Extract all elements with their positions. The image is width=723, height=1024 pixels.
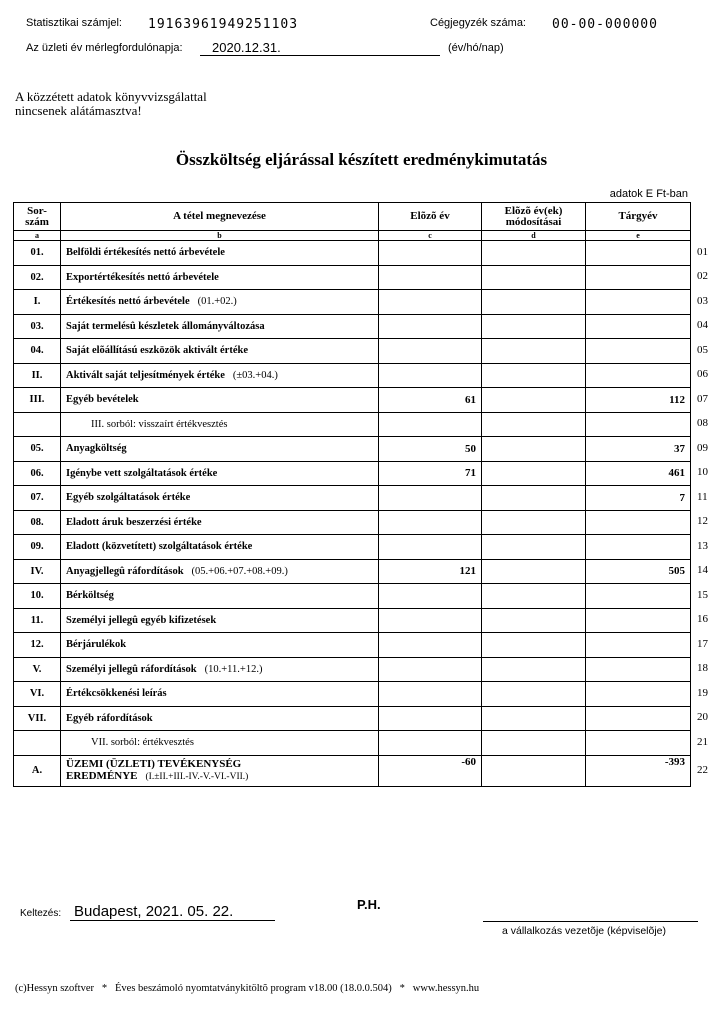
table-header-row bbox=[14, 203, 691, 231]
line-number: 15 bbox=[697, 588, 708, 601]
footer-credit: (c)Hessyn szoftver * Éves beszámoló nyomtatványkitöltõ program v18.00 (18.0.0.504) * www.hessyn.hu bbox=[15, 983, 480, 994]
row-value-prev bbox=[379, 363, 482, 388]
line-number: 04 bbox=[697, 319, 708, 332]
row-name-cell bbox=[61, 412, 379, 437]
table-row bbox=[14, 290, 691, 315]
row-name-cell bbox=[61, 584, 379, 609]
row-name-cell bbox=[61, 657, 379, 682]
row-name-cell bbox=[61, 388, 379, 413]
table-letter-row bbox=[14, 231, 691, 241]
row-name: Egyéb ráfordítások bbox=[66, 712, 153, 724]
line-number: 13 bbox=[697, 539, 708, 552]
table-row bbox=[14, 339, 691, 364]
row-name: Anyagköltség bbox=[66, 443, 127, 455]
merleg-label: Az üzleti év mérlegfordulónapja: bbox=[26, 42, 183, 54]
row-name-cell bbox=[61, 437, 379, 462]
row-sor: 02. bbox=[14, 265, 61, 290]
row-value-prev bbox=[379, 633, 482, 658]
row-value-mod bbox=[482, 388, 586, 413]
row-value-mod bbox=[482, 608, 586, 633]
row-name: ÜZEMI (ÜZLETI) TEVÉKENYSÉG bbox=[66, 758, 242, 770]
row-value-prev bbox=[379, 265, 482, 290]
row-value-cur bbox=[586, 535, 691, 560]
row-sor: IV. bbox=[14, 559, 61, 584]
row-sor: III. bbox=[14, 388, 61, 413]
col-letter-c: c bbox=[379, 231, 482, 241]
row-sor: VII. bbox=[14, 706, 61, 731]
table-row bbox=[14, 510, 691, 535]
row-name: Anyagjellegû ráfordítások bbox=[66, 565, 184, 577]
row-sor: 11. bbox=[14, 608, 61, 633]
row-sor: 04. bbox=[14, 339, 61, 364]
row-value-prev: 50 bbox=[379, 437, 482, 462]
row-value-mod bbox=[482, 290, 586, 315]
line-number: 18 bbox=[697, 662, 708, 675]
row-sor: A. bbox=[14, 755, 61, 786]
table-row bbox=[14, 486, 691, 511]
row-name-cell bbox=[61, 290, 379, 315]
row-value-prev bbox=[379, 608, 482, 633]
table-row bbox=[14, 412, 691, 437]
row-name-cell bbox=[61, 706, 379, 731]
row-value-prev bbox=[379, 510, 482, 535]
merleg-value: 2020.12.31. bbox=[200, 40, 440, 56]
row-name-cell bbox=[61, 559, 379, 584]
row-sor: 09. bbox=[14, 535, 61, 560]
table-row bbox=[14, 633, 691, 658]
row-value-cur bbox=[586, 682, 691, 707]
signature-label: a vállalkozás vezetõje (képviselõje) bbox=[502, 925, 666, 937]
line-number: 21 bbox=[697, 735, 708, 748]
row-value-cur: 112 bbox=[586, 388, 691, 413]
row-value-cur bbox=[586, 633, 691, 658]
table-row bbox=[14, 265, 691, 290]
row-value-mod bbox=[482, 559, 586, 584]
row-name-cell bbox=[61, 535, 379, 560]
table-row bbox=[14, 559, 691, 584]
line-number: 20 bbox=[697, 711, 708, 724]
row-name-cell bbox=[61, 633, 379, 658]
row-value-cur: 505 bbox=[586, 559, 691, 584]
line-number: 05 bbox=[697, 343, 708, 356]
row-formula: (10.+11.+12.) bbox=[204, 663, 263, 675]
line-number: 02 bbox=[697, 270, 708, 283]
row-name: III. sorból: visszaírt értékvesztés bbox=[91, 418, 228, 430]
row-name-cell bbox=[61, 682, 379, 707]
row-value-cur bbox=[586, 510, 691, 535]
row-name-cell bbox=[61, 339, 379, 364]
signature-line bbox=[483, 921, 698, 922]
row-value-mod bbox=[482, 314, 586, 339]
ph-label: P.H. bbox=[357, 897, 381, 912]
row-sor: 05. bbox=[14, 437, 61, 462]
col-header-prev: Elõzõ év bbox=[379, 203, 482, 231]
line-number: 08 bbox=[697, 417, 708, 430]
row-sor: 12. bbox=[14, 633, 61, 658]
table-row bbox=[14, 535, 691, 560]
row-value-mod bbox=[482, 363, 586, 388]
col-letter-d: d bbox=[482, 231, 586, 241]
row-sor bbox=[14, 412, 61, 437]
row-value-cur: -393 bbox=[586, 755, 691, 786]
row-name-cell bbox=[61, 241, 379, 266]
row-name-cell bbox=[61, 363, 379, 388]
row-name: Személyi jellegû ráfordítások bbox=[66, 663, 197, 675]
row-name: Bérjárulékok bbox=[66, 639, 127, 651]
line-number: 09 bbox=[697, 441, 708, 454]
row-value-prev bbox=[379, 486, 482, 511]
row-value-mod bbox=[482, 486, 586, 511]
table-row bbox=[14, 657, 691, 682]
unit-label: adatok E Ft-ban bbox=[609, 188, 688, 200]
row-name: Értékesítés nettó árbevétele bbox=[66, 296, 190, 308]
row-value-prev bbox=[379, 657, 482, 682]
row-name: Eladott áruk beszerzési értéke bbox=[66, 516, 202, 528]
col-letter-e: e bbox=[586, 231, 691, 241]
line-number: 12 bbox=[697, 515, 708, 528]
row-value-mod bbox=[482, 437, 586, 462]
col-header-cur: Tárgyév bbox=[586, 203, 691, 231]
row-value-prev bbox=[379, 412, 482, 437]
line-number: 17 bbox=[697, 637, 708, 650]
row-value-cur: 461 bbox=[586, 461, 691, 486]
row-sor: 07. bbox=[14, 486, 61, 511]
table-row bbox=[14, 363, 691, 388]
row-name: Értékcsökkenési leírás bbox=[66, 688, 167, 700]
col-header-mod: Elõzõ év(ek) módosításai bbox=[482, 203, 586, 231]
row-value-prev bbox=[379, 682, 482, 707]
row-name-cell bbox=[61, 461, 379, 486]
row-name: Saját termelésû készletek állományváltozása bbox=[66, 320, 265, 332]
line-number: 01 bbox=[697, 245, 708, 258]
row-value-cur bbox=[586, 290, 691, 315]
col-letter-a: a bbox=[14, 231, 61, 241]
row-name: Saját elõállítású eszközök aktivált értéke bbox=[66, 345, 248, 357]
row-formula: (01.+02.) bbox=[197, 296, 237, 308]
row-value-cur bbox=[586, 241, 691, 266]
line-number: 10 bbox=[697, 466, 708, 479]
cegj-value: 00-00-000000 bbox=[552, 17, 658, 32]
stat-value: 19163961949251103 bbox=[148, 17, 299, 32]
table-row bbox=[14, 437, 691, 462]
row-name-cell bbox=[61, 265, 379, 290]
row-value-mod bbox=[482, 510, 586, 535]
row-value-cur bbox=[586, 412, 691, 437]
table-row bbox=[14, 388, 691, 413]
row-value-mod bbox=[482, 731, 586, 756]
cegj-label: Cégjegyzék száma: bbox=[430, 17, 526, 29]
page-title: Összköltség eljárással készített eredménykimutatás bbox=[175, 150, 548, 169]
col-header-name: A tétel megnevezése bbox=[61, 203, 379, 231]
row-name: VII. sorból: értékvesztés bbox=[91, 737, 194, 749]
table-row bbox=[14, 706, 691, 731]
row-value-prev: 71 bbox=[379, 461, 482, 486]
row-name-cell bbox=[61, 510, 379, 535]
line-number: 16 bbox=[697, 613, 708, 626]
row-value-mod bbox=[482, 265, 586, 290]
line-number: 07 bbox=[697, 392, 708, 405]
row-value-prev bbox=[379, 706, 482, 731]
line-number: 19 bbox=[697, 686, 708, 699]
row-value-cur bbox=[586, 584, 691, 609]
row-value-cur: 7 bbox=[586, 486, 691, 511]
income-statement-table bbox=[13, 202, 691, 787]
row-name: Aktivált saját teljesítmények értéke bbox=[66, 369, 225, 381]
table-row bbox=[14, 731, 691, 756]
row-value-prev: -60 bbox=[379, 755, 482, 786]
row-value-prev: 61 bbox=[379, 388, 482, 413]
row-value-cur bbox=[586, 265, 691, 290]
table-row bbox=[14, 314, 691, 339]
row-name: Belföldi értékesítés nettó árbevétele bbox=[66, 247, 225, 259]
row-value-cur bbox=[586, 608, 691, 633]
row-sor: VI. bbox=[14, 682, 61, 707]
row-sor: 10. bbox=[14, 584, 61, 609]
row-name: Bérköltség bbox=[66, 590, 114, 602]
row-value-mod bbox=[482, 535, 586, 560]
line-number: 14 bbox=[697, 564, 708, 577]
row-value-mod bbox=[482, 755, 586, 786]
row-value-prev: 121 bbox=[379, 559, 482, 584]
line-number: 06 bbox=[697, 368, 708, 381]
row-sor: 08. bbox=[14, 510, 61, 535]
row-value-cur bbox=[586, 314, 691, 339]
row-name: Igénybe vett szolgáltatások értéke bbox=[66, 467, 218, 479]
row-sor: 01. bbox=[14, 241, 61, 266]
row-name: Exportértékesítés nettó árbevétele bbox=[66, 271, 219, 283]
line-number: 11 bbox=[697, 490, 708, 503]
row-value-prev bbox=[379, 241, 482, 266]
row-value-prev bbox=[379, 584, 482, 609]
row-value-cur bbox=[586, 657, 691, 682]
row-value-mod bbox=[482, 412, 586, 437]
row-value-cur bbox=[586, 731, 691, 756]
table-row bbox=[14, 461, 691, 486]
row-value-cur bbox=[586, 706, 691, 731]
row-value-cur bbox=[586, 339, 691, 364]
row-name: Egyéb bevételek bbox=[66, 394, 139, 406]
table-row bbox=[14, 682, 691, 707]
col-letter-b: b bbox=[61, 231, 379, 241]
stat-label: Statisztikai számjel: bbox=[26, 17, 122, 29]
row-value-prev bbox=[379, 290, 482, 315]
line-number: 22 bbox=[697, 763, 708, 776]
row-name-cell bbox=[61, 486, 379, 511]
row-value-prev bbox=[379, 314, 482, 339]
table-body bbox=[14, 241, 691, 787]
row-value-cur bbox=[586, 363, 691, 388]
row-sor bbox=[14, 731, 61, 756]
row-name: Személyi jellegû egyéb kifizetések bbox=[66, 614, 217, 626]
row-value-prev bbox=[379, 731, 482, 756]
line-number: 03 bbox=[697, 294, 708, 307]
row-name: Egyéb szolgáltatások értéke bbox=[66, 492, 191, 504]
row-value-mod bbox=[482, 706, 586, 731]
row-value-mod bbox=[482, 633, 586, 658]
row-formula: (±03.+04.) bbox=[232, 369, 278, 381]
row-value-mod bbox=[482, 657, 586, 682]
audit-note bbox=[15, 90, 207, 118]
audit-note-line1: A közzétett adatok könyvvizsgálattal bbox=[15, 89, 207, 104]
row-value-mod bbox=[482, 339, 586, 364]
row-sor: 06. bbox=[14, 461, 61, 486]
row-value-prev bbox=[379, 535, 482, 560]
row-formula: (I.±II.+III.-IV.-V.-VI.-VII.) bbox=[145, 772, 249, 782]
row-value-mod bbox=[482, 682, 586, 707]
table-row bbox=[14, 608, 691, 633]
row-sor: 03. bbox=[14, 314, 61, 339]
row-name-cell bbox=[61, 731, 379, 756]
row-sor: II. bbox=[14, 363, 61, 388]
row-value-mod bbox=[482, 241, 586, 266]
row-name: Eladott (közvetített) szolgáltatások értéke bbox=[66, 541, 253, 553]
row-name-cell bbox=[61, 314, 379, 339]
row-name-line2: EREDMÉNYE bbox=[66, 770, 138, 782]
merleg-hint: (év/hó/nap) bbox=[448, 42, 504, 54]
row-name-cell bbox=[61, 608, 379, 633]
keltezes-label: Keltezés: bbox=[20, 908, 62, 919]
col-header-sor: Sor- szám bbox=[14, 203, 61, 231]
row-value-mod bbox=[482, 584, 586, 609]
row-value-cur: 37 bbox=[586, 437, 691, 462]
table-row bbox=[14, 584, 691, 609]
keltezes-value: Budapest, 2021. 05. 22. bbox=[70, 903, 275, 921]
audit-note-line2: nincsenek alátámasztva! bbox=[15, 103, 142, 118]
row-sor: I. bbox=[14, 290, 61, 315]
row-sor: V. bbox=[14, 657, 61, 682]
table-row bbox=[14, 755, 691, 786]
row-name-cell bbox=[61, 755, 379, 786]
row-value-mod bbox=[482, 461, 586, 486]
table-row bbox=[14, 241, 691, 266]
row-value-prev bbox=[379, 339, 482, 364]
row-formula: (05.+06.+07.+08.+09.) bbox=[191, 565, 288, 577]
